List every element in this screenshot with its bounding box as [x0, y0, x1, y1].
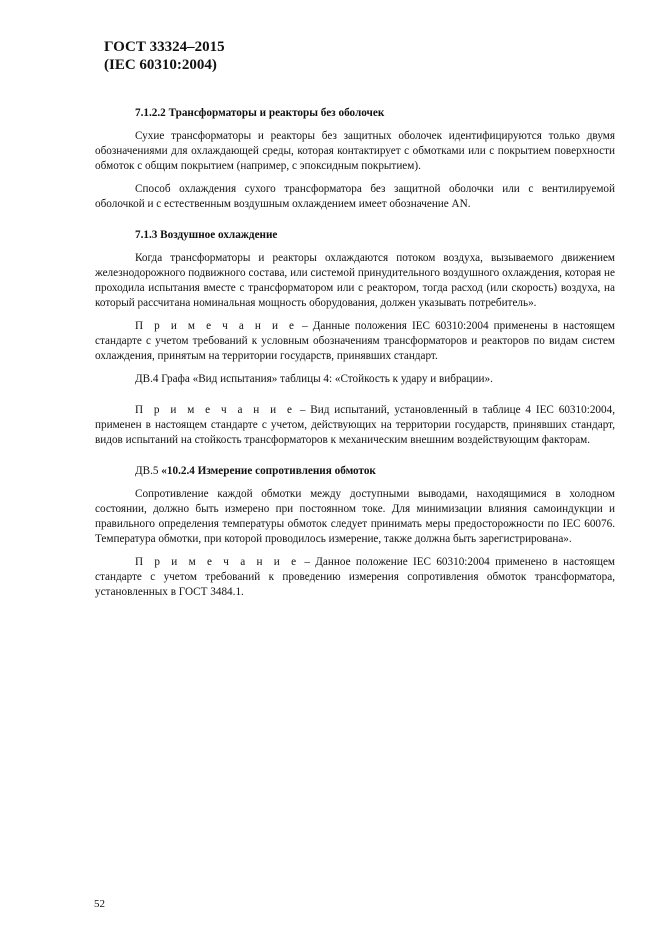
note-label: П р и м е ч а н и е — [135, 556, 300, 568]
document-body — [95, 106, 615, 600]
document-header — [104, 38, 225, 74]
paragraph: Сухие трансформаторы и реакторы без защитных оболочек идентифицируются только двумя обозначениями для охлаждающей среды, которая контактирует с обмотками или с покрытием поверхности обмоток с общим покрытием (например, с эпоксидным покрытием). — [95, 130, 615, 172]
paragraph: Когда трансформаторы и реакторы охлаждаются потоком воздуха, вызываемого движением железнодорожного подвижного состава, или системой принудительного воздушного охлаждения, которая не проходила испытания вместе с трансформатором или с реактором, тогда расход (или скорость) воздуха, на который рассчитана номинальная мощность оборудования, должен указывать потребитель». — [95, 252, 615, 309]
note — [95, 555, 615, 600]
note-label: П р и м е ч а н и е — [135, 320, 297, 332]
page-number: 52 — [94, 898, 105, 910]
standard-number: ГОСТ 33324–2015 — [104, 39, 225, 55]
note-label: П р и м е ч а н и е — [135, 404, 295, 416]
section-heading: 7.1.2.2 Трансформаторы и реакторы без оболочек — [135, 107, 385, 119]
section-heading: 7.1.3 Воздушное охлаждение — [135, 229, 278, 241]
note — [95, 403, 615, 448]
section-heading — [95, 464, 615, 479]
paragraph: Сопротивление каждой обмотки между доступными выводами, находящимися в холодном состоянии, должно быть измерено при постоянном токе. Для минимизации влияния самоиндукции и правильного определения температуры обмоток следует принимать меры предосторожности по IEC 60076. Температура обмотки, при которой проводилось измерение, также должна быть зарегистрирована». — [95, 488, 615, 545]
paragraph: ДВ.4 Графа «Вид испытания» таблицы 4: «Стойкость к удару и вибрации». — [135, 373, 493, 385]
heading-text: «10.2.4 Измерение сопротивления обмоток — [161, 465, 376, 477]
note — [95, 319, 615, 364]
iec-reference: (IEC 60310:2004) — [104, 57, 217, 73]
note-text: – Вид испытаний, установленный в таблице 4 IEC 60310:2004, применен в настоящем стандарте с учетом, действующих на территории государств, принявших стандарт, видов испытаний на стойкость трансформаторов к механическим внешним воздействующим факторам. — [95, 404, 615, 446]
paragraph: Способ охлаждения сухого трансформатора без защитной оболочки или с вентилируемой оболочкой и с естественным воздушным охлаждением имеет обозначение AN. — [95, 183, 615, 210]
appendix-label: ДВ.5 — [135, 465, 162, 477]
note-text: – Данное положение IEC 60310:2004 применено в настоящем стандарте с учетом требований к проведению измерения сопротивления обмоток трансформатора, установленных в ГОСТ 3484.1. — [95, 556, 615, 598]
note-text: – Данные положения IEC 60310:2004 применены в настоящем стандарте с учетом требований к условным обозначениям трансформаторов и реакторов по видам систем охлаждения, принятым на территории государств, принявших стандарт. — [95, 320, 615, 362]
